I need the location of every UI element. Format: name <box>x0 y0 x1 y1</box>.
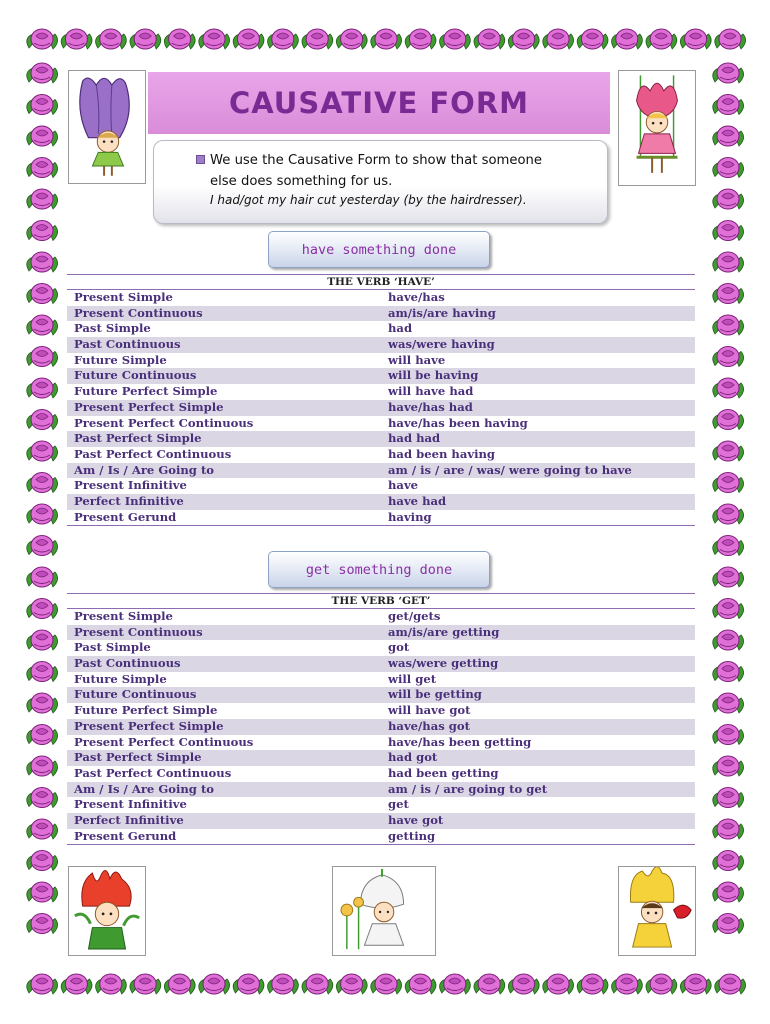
verb-form: got <box>388 640 410 655</box>
table-row <box>67 463 695 479</box>
verb-form: have/has been having <box>388 415 528 430</box>
rose-flower-icon <box>27 473 58 493</box>
verb-form: getting <box>388 828 436 843</box>
rose-flower-icon <box>371 974 402 994</box>
rose-flower-icon <box>713 630 744 650</box>
table-row <box>67 431 695 447</box>
tense-name: Past Simple <box>74 640 151 655</box>
tense-name: Future Continuous <box>74 687 197 702</box>
verb-form: will be having <box>388 368 479 383</box>
pink-flower-fairy-swing-image <box>618 70 696 186</box>
rose-flower-icon <box>27 189 58 209</box>
verb-form: will have <box>388 352 446 367</box>
rose-flower-icon <box>27 851 58 871</box>
rose-flower-icon <box>27 725 58 745</box>
tense-name: Past Perfect Continuous <box>74 765 232 780</box>
tense-name: Past Simple <box>74 321 151 336</box>
table-row <box>67 719 695 735</box>
rose-flower-icon <box>713 599 744 619</box>
rose-flower-icon <box>27 410 58 430</box>
table-row <box>67 672 695 688</box>
tense-name: Future Simple <box>74 352 167 367</box>
page-title: CAUSATIVE FORM <box>228 86 530 120</box>
table-row <box>67 494 695 510</box>
get-verb-table <box>67 593 695 845</box>
rose-flower-icon <box>713 221 744 241</box>
rose-flower-icon <box>27 441 58 461</box>
have-verb-table <box>67 274 695 526</box>
rose-flower-icon <box>713 851 744 871</box>
square-bullet-icon <box>196 155 205 164</box>
table-row <box>67 813 695 829</box>
rose-flower-icon <box>715 974 746 994</box>
table-row <box>67 306 695 322</box>
tense-name: Present Infinitive <box>74 478 187 493</box>
red-flower-fairy-image <box>68 866 146 956</box>
verb-form: get/gets <box>388 609 441 623</box>
rose-flower-icon <box>199 29 230 49</box>
tense-name: Future Simple <box>74 671 167 686</box>
tense-name: Perfect Infinitive <box>74 812 184 827</box>
verb-form: had been getting <box>388 765 499 780</box>
rose-flower-icon <box>713 441 744 461</box>
tense-name: Past Continuous <box>74 337 181 352</box>
verb-form: have/has been getting <box>388 734 532 749</box>
rose-flower-icon <box>27 567 58 587</box>
tense-name: Past Perfect Simple <box>74 431 202 446</box>
table-row <box>67 750 695 766</box>
table-row <box>67 782 695 798</box>
rose-flower-icon <box>680 29 711 49</box>
table-header: THE VERB ‘HAVE’ <box>67 275 695 290</box>
table-body <box>67 609 695 844</box>
verb-form: have/has <box>388 290 445 304</box>
rose-flower-icon <box>713 347 744 367</box>
rose-flower-icon <box>713 284 744 304</box>
rose-flower-icon <box>96 29 127 49</box>
verb-form: have/has got <box>388 718 470 733</box>
table-row <box>67 447 695 463</box>
rose-flower-icon <box>268 974 299 994</box>
tense-name: Present Infinitive <box>74 797 187 812</box>
rose-flower-icon <box>27 252 58 272</box>
table-row <box>67 416 695 432</box>
rose-flower-icon <box>646 29 677 49</box>
rose-flower-icon <box>27 347 58 367</box>
tense-name: Future Perfect Simple <box>74 384 218 399</box>
rose-flower-icon <box>713 410 744 430</box>
rose-flower-icon <box>27 974 58 994</box>
rose-flower-icon <box>713 504 744 524</box>
rose-flower-icon <box>577 974 608 994</box>
tense-name: Present Perfect Simple <box>74 399 224 414</box>
rose-flower-icon <box>713 378 744 398</box>
rose-flower-icon <box>713 756 744 776</box>
verb-form: had <box>388 321 413 336</box>
rose-flower-icon <box>302 29 333 49</box>
verb-form: get <box>388 797 409 812</box>
rose-flower-icon <box>715 29 746 49</box>
verb-form: having <box>388 509 432 524</box>
table-row <box>67 321 695 337</box>
rose-flower-icon <box>233 29 264 49</box>
table-body <box>67 290 695 525</box>
tense-name: Present Gerund <box>74 509 177 524</box>
rose-flower-icon <box>336 29 367 49</box>
tense-name: Past Perfect Simple <box>74 750 202 765</box>
rose-flower-icon <box>27 662 58 682</box>
tense-name: Present Perfect Continuous <box>74 415 254 430</box>
rose-flower-icon <box>577 29 608 49</box>
table-row <box>67 735 695 751</box>
rose-flower-icon <box>130 974 161 994</box>
rose-flower-icon <box>713 567 744 587</box>
tense-name: Future Perfect Simple <box>74 703 218 718</box>
purple-tulip-fairy-image <box>68 70 146 184</box>
tense-name: Present Continuous <box>74 305 203 320</box>
rose-flower-icon <box>713 158 744 178</box>
rose-flower-icon <box>612 974 643 994</box>
verb-form: will get <box>388 671 437 686</box>
verb-form: will have had <box>388 384 474 399</box>
rose-flower-icon <box>713 315 744 335</box>
rose-flower-icon <box>27 315 58 335</box>
tense-name: Present Gerund <box>74 828 177 843</box>
tense-name: Present Perfect Continuous <box>74 734 254 749</box>
table-row <box>67 656 695 672</box>
rose-flower-icon <box>27 378 58 398</box>
rose-flower-icon <box>646 974 677 994</box>
rose-flower-icon <box>713 914 744 934</box>
rose-flower-icon <box>27 819 58 839</box>
rose-flower-icon <box>508 29 539 49</box>
rose-flower-icon <box>27 158 58 178</box>
rose-flower-icon <box>27 504 58 524</box>
table-row <box>67 766 695 782</box>
table-row <box>67 478 695 494</box>
rose-flower-icon <box>713 819 744 839</box>
table-row <box>67 337 695 353</box>
rose-flower-icon <box>199 974 230 994</box>
rose-flower-icon <box>61 29 92 49</box>
rose-flower-icon <box>713 63 744 83</box>
table-row <box>67 687 695 703</box>
rose-flower-icon <box>130 29 161 49</box>
yellow-tulip-fairy-image <box>618 866 696 956</box>
verb-form: have had <box>388 493 447 508</box>
rose-flower-icon <box>713 473 744 493</box>
verb-form: am / is / are / was/ were going to have <box>388 462 632 477</box>
white-bell-flower-fairy-image <box>332 866 436 956</box>
tense-name: Present Simple <box>74 290 173 304</box>
table-row <box>67 625 695 641</box>
get-something-done-label: get something done <box>268 551 490 588</box>
tense-name: Present Continuous <box>74 624 203 639</box>
rose-flower-icon <box>27 630 58 650</box>
verb-form: have <box>388 478 419 493</box>
verb-form: will have got <box>388 703 471 718</box>
tense-name: Future Continuous <box>74 368 197 383</box>
verb-form: am/is/are getting <box>388 624 500 639</box>
verb-form: had had <box>388 431 441 446</box>
rose-flower-icon <box>27 693 58 713</box>
rose-flower-icon <box>405 974 436 994</box>
verb-form: will be getting <box>388 687 482 702</box>
rose-flower-icon <box>713 126 744 146</box>
verb-form: was/were getting <box>388 656 499 671</box>
rose-flower-icon <box>474 29 505 49</box>
rose-flower-icon <box>302 974 333 994</box>
have-something-done-label: have something done <box>268 231 490 268</box>
rose-flower-icon <box>164 29 195 49</box>
intro-box <box>153 140 608 224</box>
rose-flower-icon <box>336 974 367 994</box>
rose-flower-icon <box>27 221 58 241</box>
table-row <box>67 609 695 625</box>
rose-flower-icon <box>713 725 744 745</box>
rose-flower-icon <box>713 788 744 808</box>
rose-flower-icon <box>713 536 744 556</box>
rose-flower-icon <box>27 284 58 304</box>
rose-flower-icon <box>474 974 505 994</box>
rose-flower-icon <box>27 126 58 146</box>
rose-flower-icon <box>371 29 402 49</box>
rose-flower-icon <box>713 189 744 209</box>
verb-form: am/is/are having <box>388 305 496 320</box>
rose-flower-icon <box>612 29 643 49</box>
rose-flower-icon <box>27 756 58 776</box>
tense-name: Present Perfect Simple <box>74 718 224 733</box>
table-row <box>67 400 695 416</box>
rose-flower-icon <box>27 63 58 83</box>
table-row <box>67 797 695 813</box>
table-header: THE VERB ‘GET’ <box>67 594 695 609</box>
rose-flower-icon <box>713 662 744 682</box>
verb-form: had got <box>388 750 438 765</box>
verb-form: have got <box>388 812 444 827</box>
rose-flower-icon <box>713 252 744 272</box>
rose-flower-icon <box>713 95 744 115</box>
rose-flower-icon <box>508 974 539 994</box>
tense-name: Am / Is / Are Going to <box>74 462 215 477</box>
verb-form: was/were having <box>388 337 495 352</box>
intro-line-1: We use the Causative Form to show that someone <box>210 153 543 168</box>
tense-name: Past Continuous <box>74 656 181 671</box>
rose-flower-icon <box>405 29 436 49</box>
intro-line-2: else does something for us. <box>210 174 393 189</box>
tense-name: Am / Is / Are Going to <box>74 781 215 796</box>
verb-form: have/has had <box>388 399 473 414</box>
rose-flower-icon <box>268 29 299 49</box>
verb-form: am / is / are going to get <box>388 781 548 796</box>
table-row <box>67 290 695 306</box>
table-row <box>67 640 695 656</box>
verb-form: had been having <box>388 446 496 461</box>
rose-flower-icon <box>680 974 711 994</box>
rose-flower-icon <box>27 599 58 619</box>
rose-flower-icon <box>164 974 195 994</box>
rose-flower-icon <box>96 974 127 994</box>
rose-flower-icon <box>233 974 264 994</box>
rose-flower-icon <box>27 95 58 115</box>
tense-name: Present Simple <box>74 609 173 623</box>
tense-name: Perfect Infinitive <box>74 493 184 508</box>
tense-name: Past Perfect Continuous <box>74 446 232 461</box>
table-row <box>67 368 695 384</box>
rose-flower-icon <box>27 29 58 49</box>
rose-flower-icon <box>27 882 58 902</box>
rose-flower-icon <box>713 693 744 713</box>
rose-flower-icon <box>61 974 92 994</box>
rose-flower-icon <box>543 29 574 49</box>
intro-example: I had/got my hair cut yesterday (by the hairdresser). <box>210 193 527 207</box>
rose-flower-icon <box>440 29 471 49</box>
table-row <box>67 353 695 369</box>
title-banner <box>148 72 610 134</box>
rose-flower-icon <box>713 882 744 902</box>
rose-flower-icon <box>543 974 574 994</box>
table-row <box>67 829 695 845</box>
rose-flower-icon <box>27 914 58 934</box>
rose-flower-icon <box>27 536 58 556</box>
rose-flower-icon <box>27 788 58 808</box>
table-row <box>67 703 695 719</box>
table-row <box>67 510 695 526</box>
rose-flower-icon <box>440 974 471 994</box>
table-row <box>67 384 695 400</box>
